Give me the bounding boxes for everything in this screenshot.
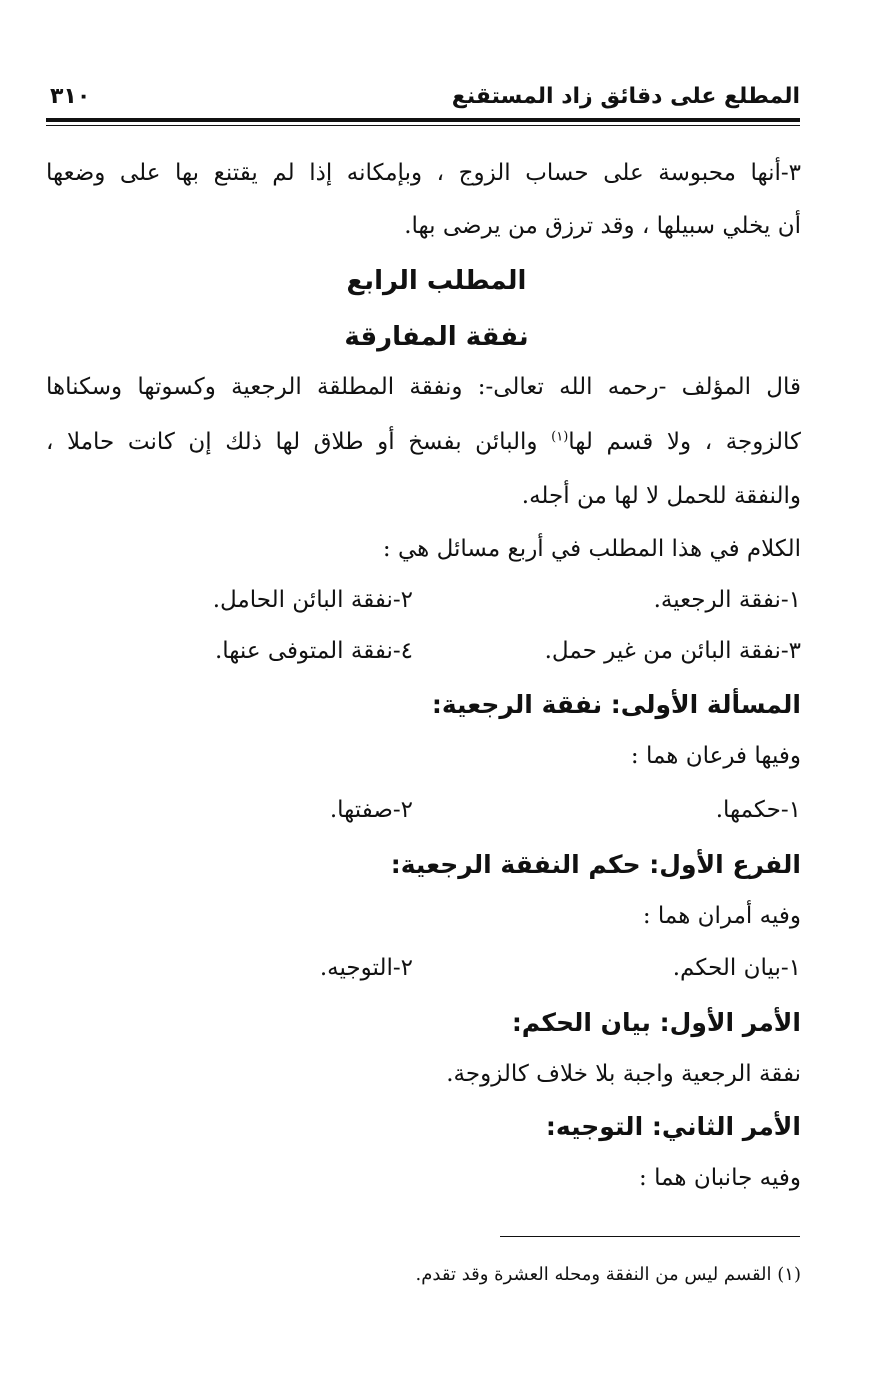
intro-text: الكلام في هذا المطلب في أربع مسائل هي : [382,536,801,562]
issue-heading: المسألة الأولى: نفقة الرجعية: [431,690,801,719]
list-item: ٢-صفتها. [329,797,413,823]
list-item: ١-بيان الحكم. [672,955,801,981]
branch-heading: الفرع الأول: حكم النفقة الرجعية: [390,850,801,879]
intro-text: وفيه جانبان هما : [639,1165,801,1191]
list-item: ١-حكمها. [715,797,801,823]
footnote-reference: (١) [551,429,569,445]
matter-heading: الأمر الأول: بيان الحكم: [511,1008,801,1037]
page-number: ٣١٠ [50,84,91,109]
intro-text: وفيه أمران هما : [642,903,801,929]
footnote-separator [500,1236,800,1237]
paragraph-line: نفقة الرجعية واجبة بلا خلاف كالزوجة. [446,1061,801,1087]
header-rule-thin [46,125,800,126]
quote-line: والنفقة للحمل لا لها من أجله. [521,483,801,509]
intro-text: وفيها فرعان هما : [630,743,801,769]
header-rule-thick [46,118,800,122]
list-item: ٢-التوجيه. [319,955,413,981]
section-title: المطلب الرابع [346,266,527,296]
list-item: ٣-نفقة البائن من غير حمل. [544,638,801,664]
quote-line [46,429,801,457]
paragraph-line: أن يخلي سبيلها ، وقد ترزق من يرضى بها. [404,213,801,239]
section-subtitle: نفقة المفارقة [344,322,529,352]
quote-text: كالزوجة ، ولا قسم لها [568,429,802,455]
quote-text: والبائن بفسخ أو طلاق لها ذلك إن كانت حاملا ، [46,429,552,455]
matter-heading: الأمر الثاني: التوجيه: [545,1112,801,1141]
list-item: ٢-نفقة البائن الحامل. [212,587,413,613]
list-item: ١-نفقة الرجعية. [653,587,801,613]
list-item: ٤-نفقة المتوفى عنها. [214,638,413,664]
paragraph-line: ٣-أنها محبوسة على حساب الزوج ، وبإمكانه إذا لم يقتنع بها على وضعها [46,160,801,186]
footnote: (١) القسم ليس من النفقة ومحله العشرة وقد تقدم. [415,1264,801,1285]
running-title: المطلع على دقائق زاد المستقنع [451,84,800,109]
quote-line: قال المؤلف -رحمه الله تعالى-: ونفقة المطلقة الرجعية وكسوتها وسكناها [46,374,801,400]
